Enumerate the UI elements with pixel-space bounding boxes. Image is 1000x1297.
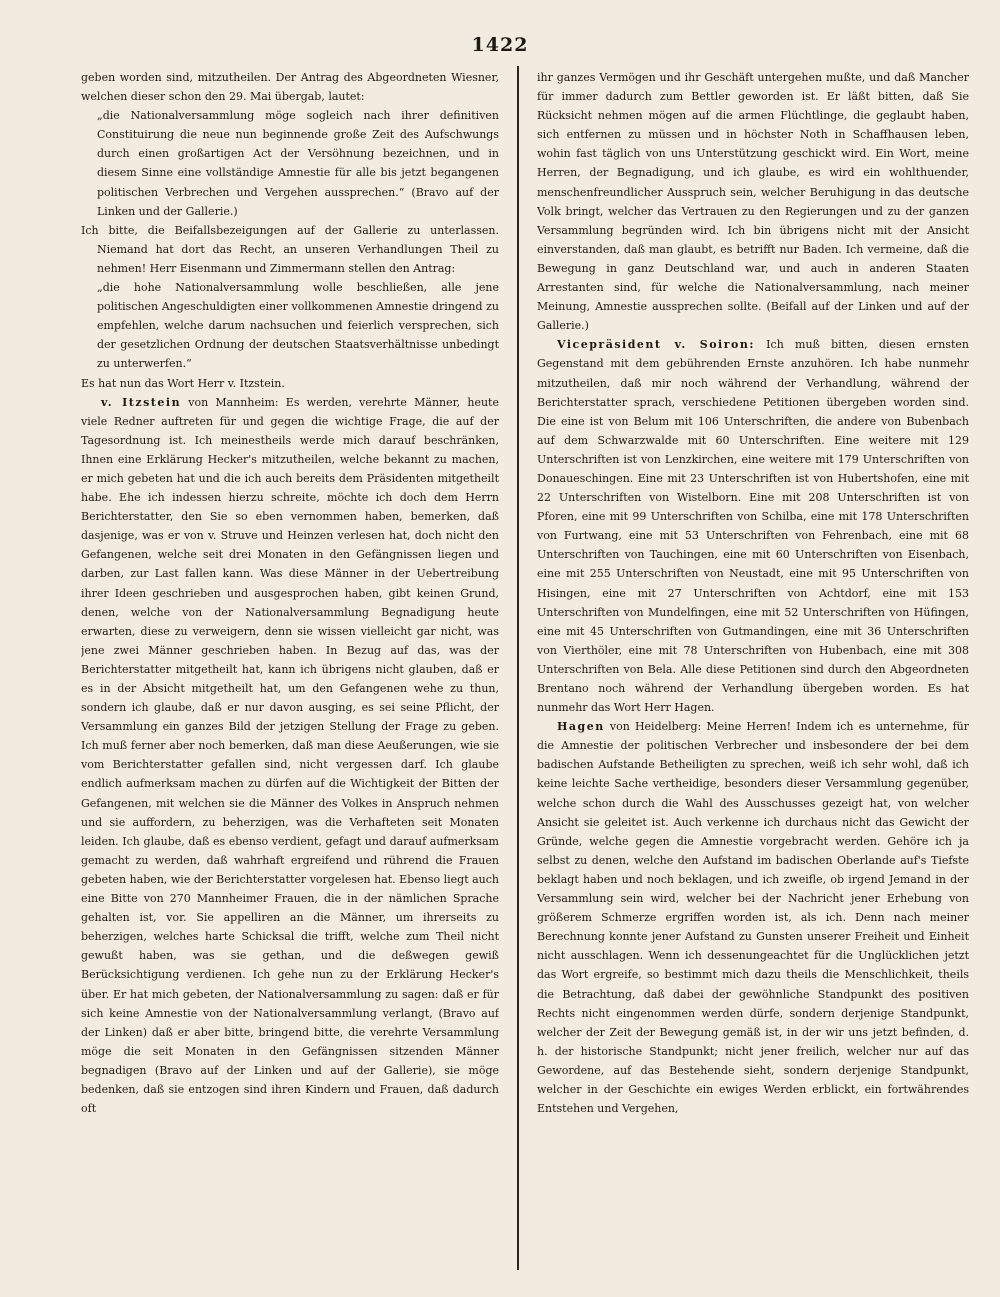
paragraph: geben worden sind, mitzutheilen. Der Antrag des Abgeordneten Wiesner, welchen dieser schon den 29. Mai übergab, lautet: xyxy=(81,71,499,104)
quoted-motion: „die Nationalversammlung möge sogleich nach ihrer definitiven Constituirung die neue nun beginnende große Zeit des Aufschwungs durch einen großartigen Act der Versöhnung bezeichnen, und in diesem Sinne eine vollständige Amnestie für alle bis jetzt begangenen politischen Verbrechen und Vergehen aussprechen.“ (Bravo auf der Linken und der Gallerie.) xyxy=(97,109,499,218)
speaker-name: Vicepräsident v. Soiron: xyxy=(557,338,755,352)
paragraph: Ich bitte, die Beifallsbezeigungen auf der Gallerie zu unterlassen. Niemand hat dort das Recht, an unseren Verhandlungen Theil zu nehmen! Herr Eisenmann und Zimmermann stellen den Antrag: xyxy=(81,223,499,275)
speech-text: Ich muß bitten, diesen ernsten Gegenstand mit dem gebührenden Ernste anzuhören. Ich habe nunmehr mitzutheilen, daß mir noch während der Verhandlung, während der Berichterstatter sprach, verschiedene Petitionen übergeben worden sind. Die eine ist von Belum mit 106 Unterschriften, die andere von Bubenbach auf dem Schwarzwalde mit 60 Unterschriften. Eine weitere mit 129 Unterschriften ist von Lenzkirchen, eine weitere mit 179 Unterschriften von Donaueschingen. Eine mit 23 Unterschriften ist von Hubertshofen, eine mit 22 Unterschriften von Wistelborn. Eine mit 208 Unterschriften ist von Pforen, eine mit 99 Unterschriften von Schilba, eine mit 178 Unterschriften von Furtwang, eine mit 53 Unterschriften von Fehrenbach, eine mit 68 Unterschriften von Tauchingen, eine mit 60 Unterschriften von Eisenbach, eine mit 255 Unterschriften von Neustadt, eine mit 95 Unterschriften von Hisingen, eine mit 27 Unterschriften von Achtdorf, eine mit 153 Unterschriften von Mundelfingen, eine mit 52 Unterschriften von Hüfingen, eine mit 45 Unterschriften von Gutmandingen, eine mit 36 Unterschriften von Vierthöler, eine mit 78 Unterschriften von Hubenbach, eine mit 308 Unterschriften von Bela. Alle diese Petitionen sind durch den Abgeordneten Brentano noch während der Verhandlung übergeben worden. Es hat nunmehr das Wort Herr Hagen. xyxy=(537,338,969,715)
speech-paragraph xyxy=(81,393,499,1119)
speech-paragraph xyxy=(537,335,969,717)
column-divider xyxy=(517,66,519,1270)
speaker-name: v. Itzstein xyxy=(101,395,182,409)
speech-text: von Mannheim: Es werden, verehrte Männer, heute viele Redner auftreten für und gegen die wichtige Frage, die auf der Tagesordnung ist. Ich meinestheils werde mich darauf beschränken, Ihnen eine Erklärung Hecker's mitzutheilen, welche bekannt zu machen, er mich gebeten hat und die ich auch bereits dem Präsidenten mitgetheilt habe. Ehe ich indessen hierzu schreite, möchte ich doch dem Herrn Berichterstatter, den Sie so eben vernommen haben, bemerken, daß dasjenige, was er von v. Struve und Heinzen verlesen hat, doch nicht den Gefangenen, welche seit drei Monaten in den Gefängnissen liegen und darben, zur Last fallen kann. Was diese Männer in der Uebertreibung ihrer Ideen geschrieben und ausgesprochen haben, gibt keinen Grund, denen, welche von der Nationalversammlung Begnadigung heute erwarten, diese zu verweigern, denn sie wissen vielleicht gar nicht, was jene zwei Männer geschrieben haben. In Bezug auf das, was der Berichterstatter mitgetheilt hat, kann ich übrigens nicht glauben, daß er es in der Absicht mitgetheilt hat, um den Gefangenen wehe zu thun, sondern ich glaube, daß er nur davon ausging, es sei seine Pflicht, der Versammlung ein ganzes Bild der jetzigen Stellung der Frage zu geben. Ich muß ferner aber noch bemerken, daß man diese Aeußerungen, wie sie vom Berichterstatter gefallen sind, nicht vergessen darf. Ich glaube endlich aufmerksam machen zu dürfen auf die Wichtigkeit der Bitten der Gefangenen, mit welchen sie die Männer des Volkes in Anspruch nehmen und sie auffordern, zu beherzigen, was die Verhafteten seit Monaten leiden. Ich glaube, daß es ebenso verdient, gefagt und darauf aufmerksam gemacht zu werden, daß wahrhaft ergreifend und rührend die Frauen gebeten haben, wie der Berichterstatter vorgelesen hat. Ebenso liegt auch eine Bitte von 270 Mannheimer Frauen, die in der nämlichen Sprache gehalten ist, vor. Sie appelliren an die Männer, um ihrerseits zu beherzigen, welches harte Schicksal die trifft, welche zum Theil nicht gewußt haben, was sie gethan, und die deßwegen gewiß Berücksichtigung verdienen. Ich gehe nun zu der Erklärung Hecker's über. Er hat mich gebeten, der Nationalversammlung zu sagen: daß er für sich keine Amnestie von der Nationalversammlung verlangt, (Bravo auf der Linken) daß er aber bitte, bringend bitte, die verehrte Versammlung möge die seit Monaten in den Gefängnissen sitzenden Männer begnadigen (Bravo auf der Linken und auf der Gallerie), sie möge bedenken, daß sie entzogen sind ihren Kindern und Frauen, daß dadurch oft xyxy=(81,395,499,1116)
speaker-name: Hagen xyxy=(557,720,605,734)
paragraph: ihr ganzes Vermögen und ihr Geschäft untergehen mußte, und daß Mancher für immer dadurch zum Bettler geworden ist. Er läßt bitten, daß Sie Rücksicht nehmen mögen auf die armen Flüchtlinge, die geglaubt haben, sich entfernen zu müssen und in höchster Noth in Schaffhausen leben, wohin fast täglich von uns Unterstützung geschickt wird. Ein Wort, meine Herren, der Begnadigung, und ich glaube, es wird ein wohlthuender, menschenfreundlicher Ausspruch sein, welcher Beruhigung in das deutsche Volk bringt, welcher das Vertrauen zu den Regierungen und zu der ganzen Versammlung begründen wird. Ich bin übrigens nicht mit der Ansicht einverstanden, daß man glaubt, es betrifft nur Baden. Ich vermeine, daß die Bewegung in ganz Deutschland war, und auch in anderen Staaten Arrestanten sind, für welche die Nationalversammlung, nach meiner Meinung, Amnestie aussprechen sollte. (Beifall auf der Linken und auf der Gallerie.) xyxy=(537,71,969,333)
paragraph: Es hat nun das Wort Herr v. Itzstein. xyxy=(81,376,285,390)
speech-paragraph xyxy=(537,717,969,1118)
speech-text: von Heidelberg: Meine Herren! Indem ich es unternehme, für die Amnestie der politischen Verbrecher und insbesondere der bei dem badischen Aufstande Betheiligten zu sprechen, weiß ich sehr wohl, daß ich keine leichte Sache vertheidige, besonders dieser Versammlung gegenüber, welche schon durch die Wahl des Ausschusses gezeigt hat, von welcher Ansicht sie geleitet ist. Auch verkenne ich durchaus nicht das Gewicht der Gründe, welche gegen die Amnestie vorgebracht werden. Gehöre ich ja selbst zu denen, welche den Aufstand im badischen Oberlande auf's Tiefste beklagt haben und noch beklagen, und ich zweifle, ob irgend Jemand in der Versammlung sein wird, welcher bei der Nachricht jener Erhebung von größerem Schmerze ergriffen worden ist, als ich. Denn nach meiner Berechnung konnte jener Aufstand zu Gunsten unserer Freiheit und Einheit nicht ausschlagen. Wenn ich dessenungeachtet für die Unglücklichen jetzt das Wort ergreife, so bestimmt mich dazu theils die Menschlichkeit, theils die Betrachtung, daß dabei der gewöhnliche Standpunkt des positiven Rechts nicht eingenommen werden dürfe, sondern derjenige Standpunkt, welcher der Zeit der Bewegung gemäß ist, in der wir uns jetzt befinden, d. h. der historische Standpunkt; nicht jener freilich, welcher nur auf das Gewordene, auf das Bestehende sieht, sondern derjenige Standpunkt, welcher in der Geschichte ein ewiges Werden erblickt, ein fortwährendes Entstehen und Vergehen, xyxy=(537,720,969,1116)
page-number: 1422 xyxy=(471,34,529,56)
quoted-motion: „die hohe Nationalversammlung wolle beschließen, alle jene politischen Angeschuldigten einer vollkommenen Amnestie dringend zu empfehlen, welche darum nachsuchen und feierlich versprechen, sich der gesetzlichen Ordnung der deutschen Staatsverhältnisse unbedingt zu unterwerfen.“ xyxy=(97,281,499,371)
right-column xyxy=(537,68,969,1268)
left-column xyxy=(81,68,499,1268)
